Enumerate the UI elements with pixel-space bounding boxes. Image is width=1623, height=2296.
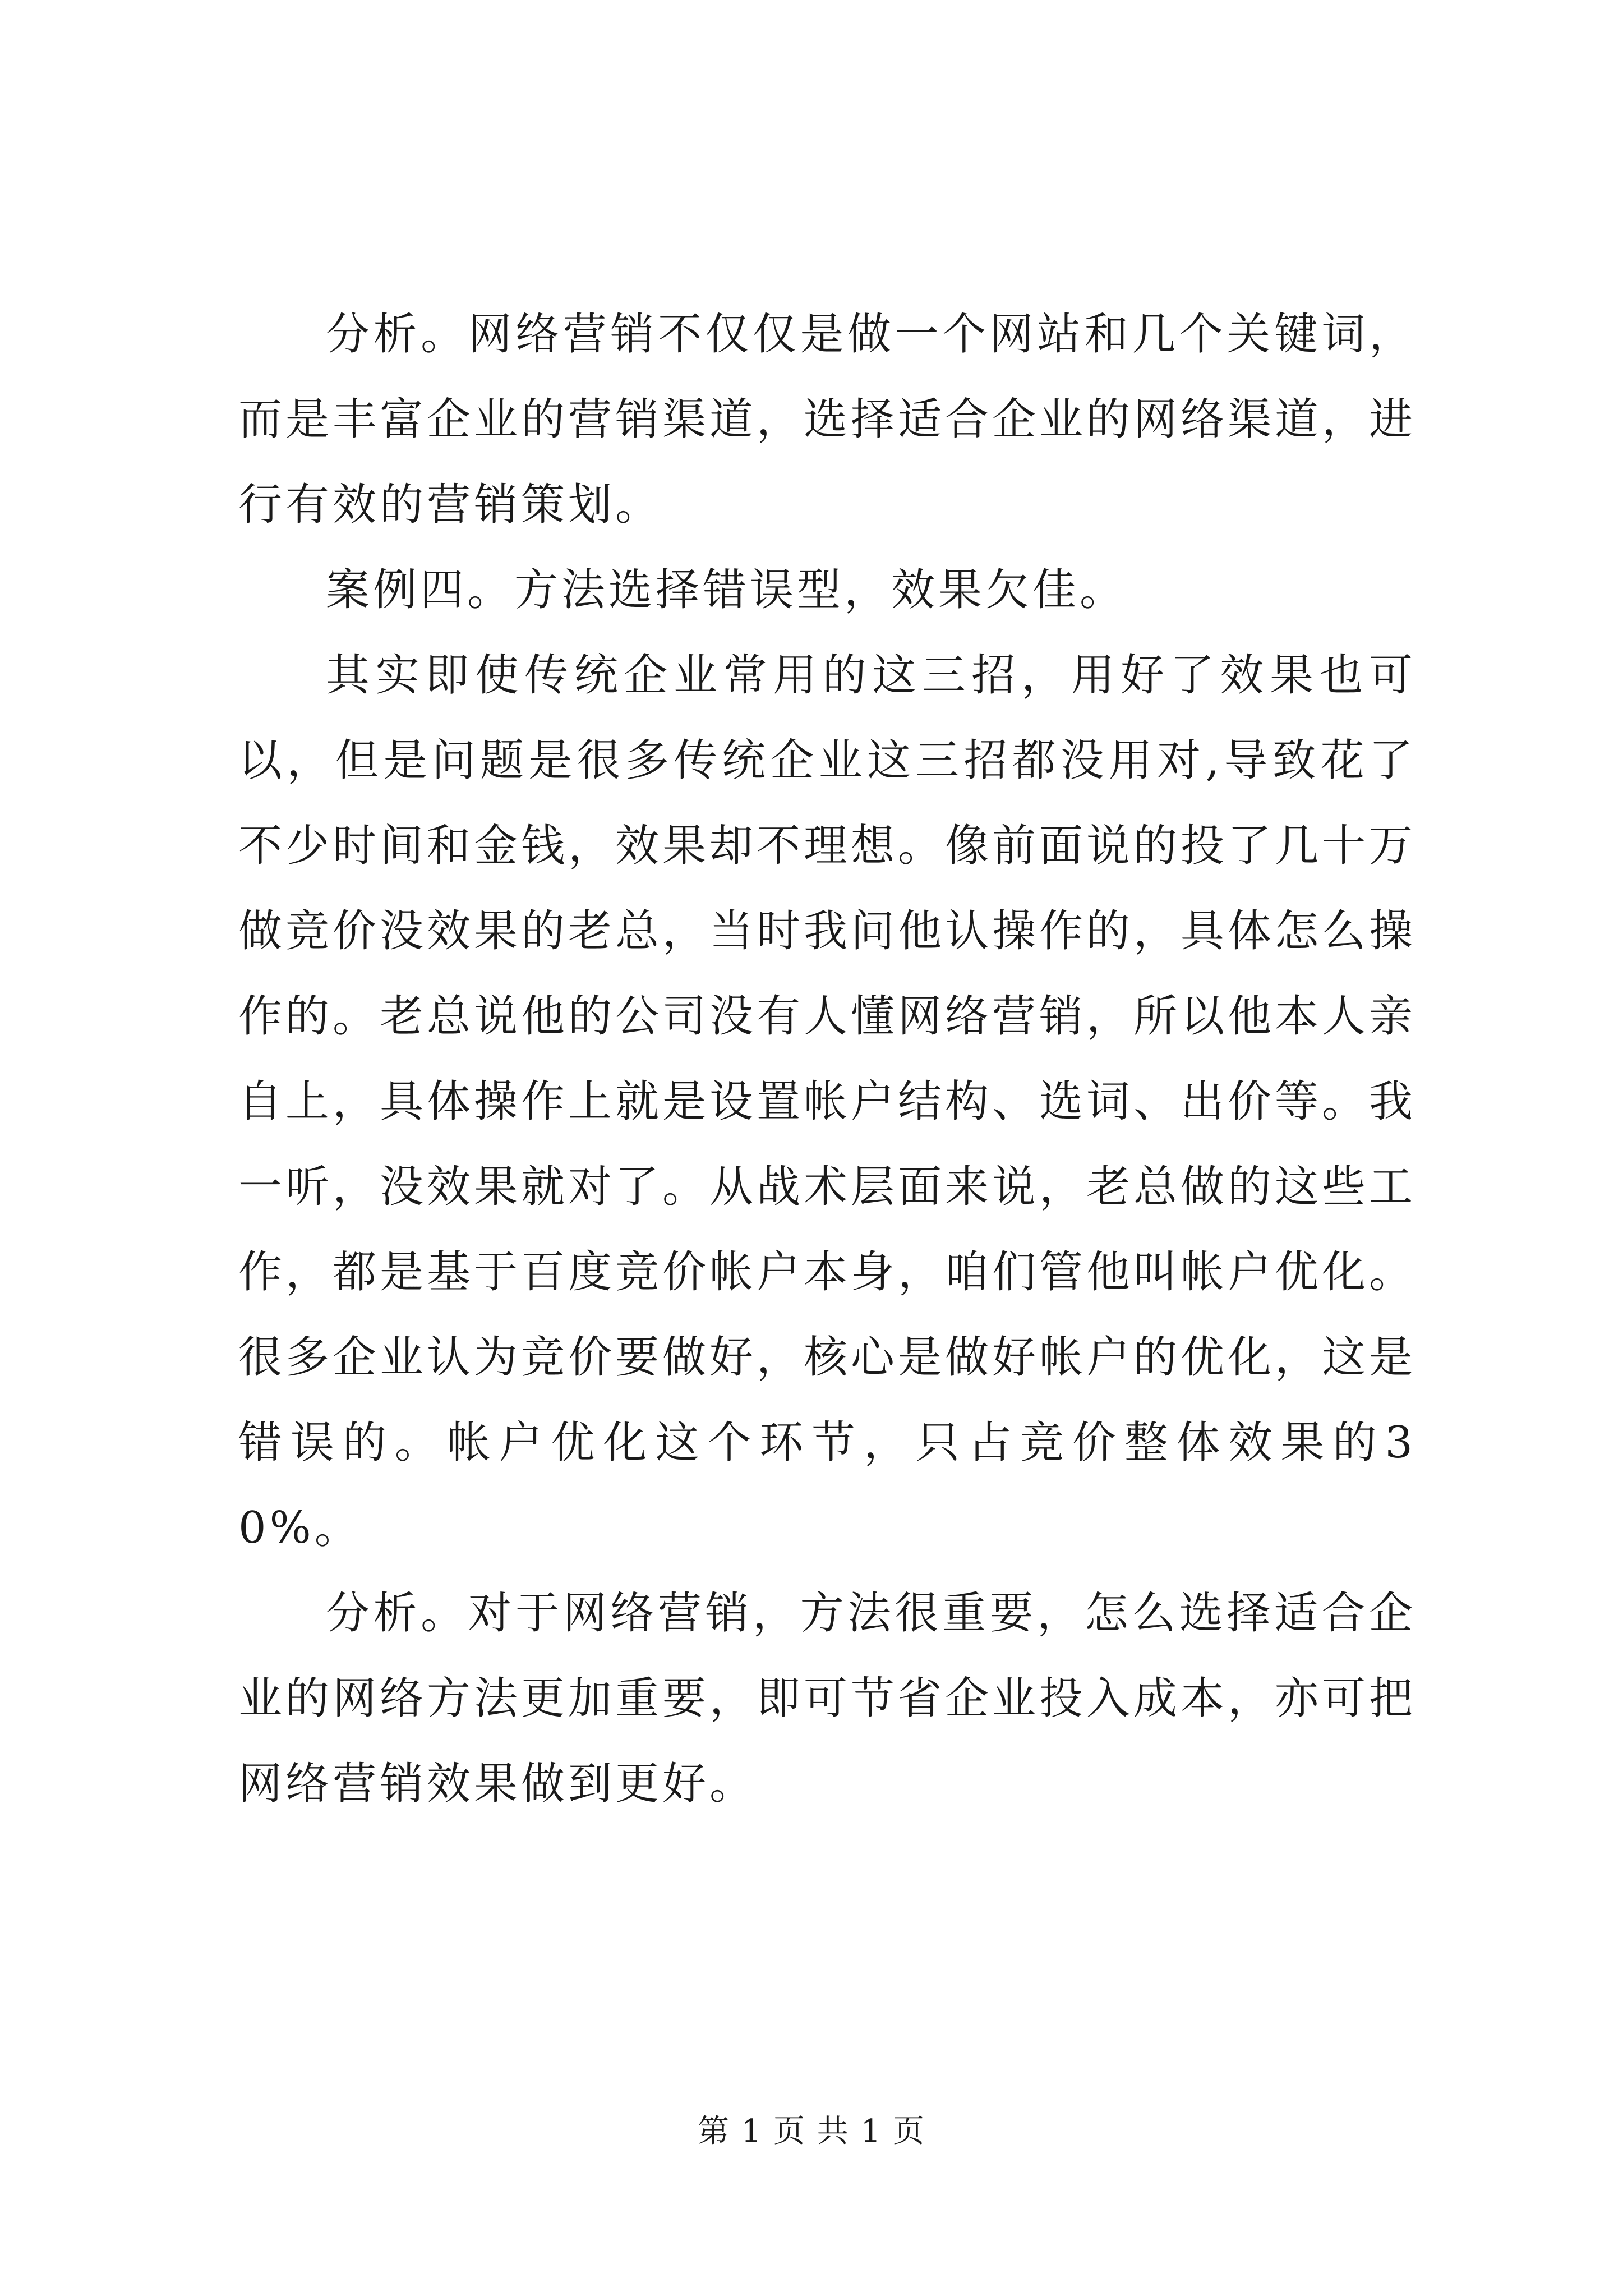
paragraph-analysis-methods: 分析。对于网络营销，方法很重要，怎么选择适合企业的网络方法更加重要，即可节省企业投入成本，亦可把网络营销效果做到更好。: [238, 1588, 1417, 1809]
paragraph-analysis-channels: 分析。网络营销不仅仅是做一个网站和几个关键词，而是丰富企业的营销渠道，选择适合企业的网络渠道，进行有效的营销策划。: [238, 309, 1417, 530]
paragraph-case-four-heading: 案例四。方法选择错误型，效果欠佳。: [326, 565, 1127, 615]
document-body: [238, 292, 1416, 1826]
paragraph-case-four-body: 其实即使传统企业常用的这三招，用好了效果也可以，但是问题是很多传统企业这三招都没用对,导致花了不少时间和金钱，效果却不理想。像前面说的投了几十万做竞价没效果的老总，当时我问他认操作的，具体怎么操作的。老总说他的公司没有人懂网络营销，所以他本人亲自上，具体操作上就是设置帐户结构、选词、出价等。我一听，没效果就对了。从战术层面来说，老总做的这些工作，都是基于百度竞价帐户本身，咱们管他叫帐户优化。很多企业认为竞价要做好，核心是做好帐户的优化，这是错误的。帐户优化这个环节，只占竞价整体效果的30%。: [238, 650, 1417, 1553]
page-footer: 第 1 页 共 1 页: [697, 2113, 926, 2150]
